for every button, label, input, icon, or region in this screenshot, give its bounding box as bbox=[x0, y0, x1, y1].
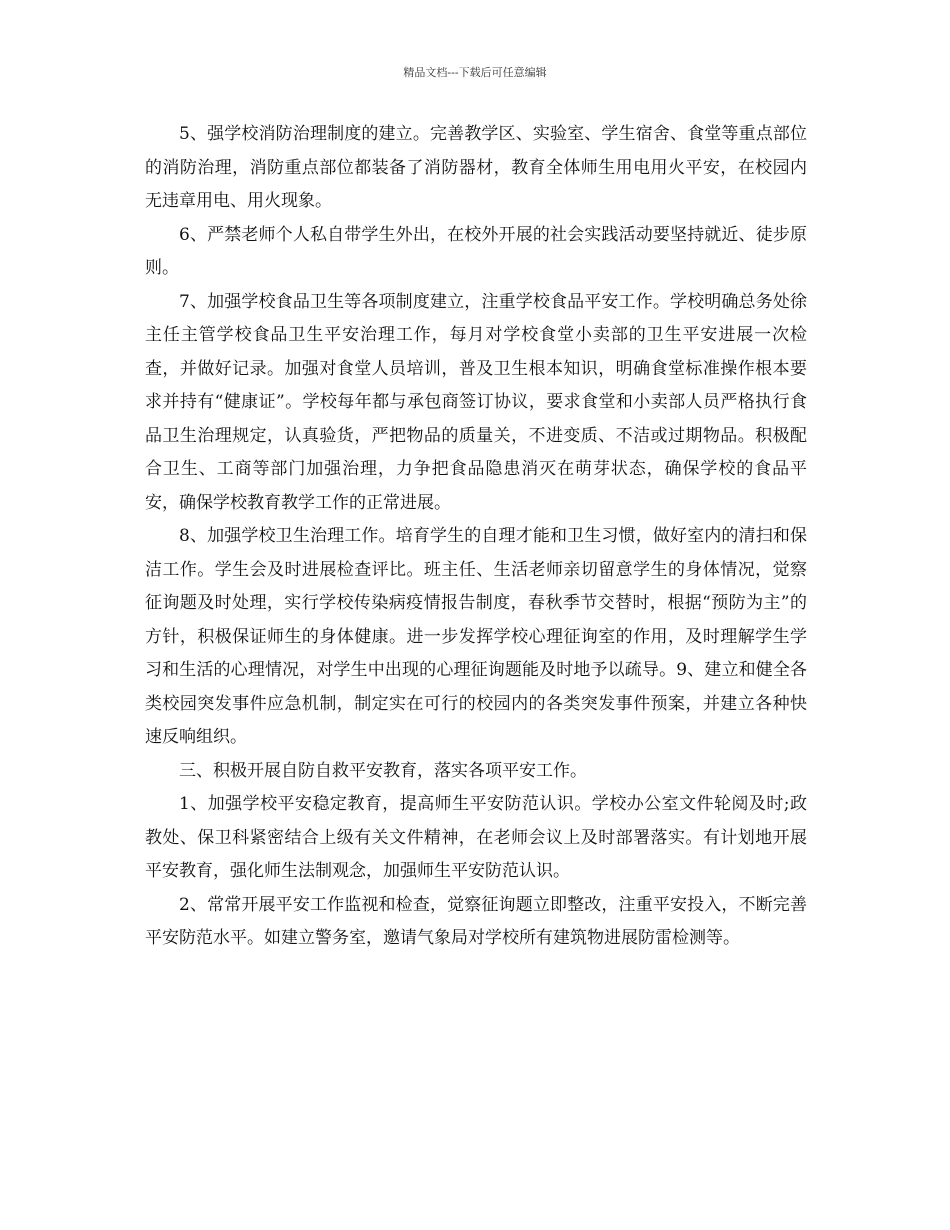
paragraph-inspection: 2、常常开展平安工作监视和检查，觉察征询题立即整改，注重平安投入，不断完善平安防范水平。如建立警务室，邀请气象局对学校所有建筑物进展防雷检测等。 bbox=[145, 894, 807, 948]
paragraph-stability-education: 1、加强学校平安稳定教育，提高师生平安防范认识。学校办公室文件轮阅及时;政教处、保卫科紧密结合上级有关文件精神，在老师会议上及时部署落实。有计划地开展平安教育，强化师生法制观念，加强师生平安防范认识。 bbox=[145, 794, 807, 881]
paragraph-fire-safety: 5、强学校消防治理制度的建立。完善教学区、实验室、学生宿舍、食堂等重点部位的消防治理，消防重点部位都装备了消防器材，教育全体师生用电用火平安，在校园内无违章用电、用火现象。 bbox=[145, 124, 807, 211]
paragraph-food-hygiene: 7、加强学校食品卫生等各项制度建立，注重学校食品平安工作。学校明确总务处徐主任主管学校食品卫生平安治理工作，每月对学校食堂小卖部的卫生平安进展一次检查，并做好记录。加强对食堂人员培训，普及卫生根本知识，明确食堂标准操作根本要求并持有“健康证”。学校每年都与承包商签订协议，要求食堂和小卖部人员严格执行食品卫生治理规定，认真验货，严把物品的质量关，不进变质、不洁或过期物品。积极配合卫生、工商等部门加强治理，力争把食品隐患消灭在萌芽状态，确保学校的食品平安，确保学校教育教学工作的正常进展。 bbox=[145, 291, 807, 513]
document-body bbox=[145, 118, 807, 956]
paragraph-outing-rule: 6、严禁老师个人私自带学生外出，在校外开展的社会实践活动要坚持就近、徒步原则。 bbox=[145, 224, 807, 278]
paragraph-health-management: 8、加强学校卫生治理工作。培育学生的自理才能和卫生习惯，做好室内的清扫和保洁工作。学生会及时进展检查评比。班主任、生活老师亲切留意学生的身体情况，觉察征询题及时处理，实行学校传染病疫情报告制度，春秋季节交替时，根据“预防为主”的方针，积极保证师生的身体健康。进一步发挥学校心理征询室的作用，及时理解学生学习和生活的心理情况，对学生中出现的心理征询题能及时地予以疏导。9、建立和健全各类校园突发事件应急机制，制定实在可行的校园内的各类突发事件预案，并建立各种快速反响组织。 bbox=[145, 526, 807, 747]
section-heading-safety-education: 三、积极开展自防自救平安教育，落实各项平安工作。 bbox=[179, 760, 587, 781]
page-header: 精品文档---下载后可任意编辑 bbox=[403, 66, 547, 79]
